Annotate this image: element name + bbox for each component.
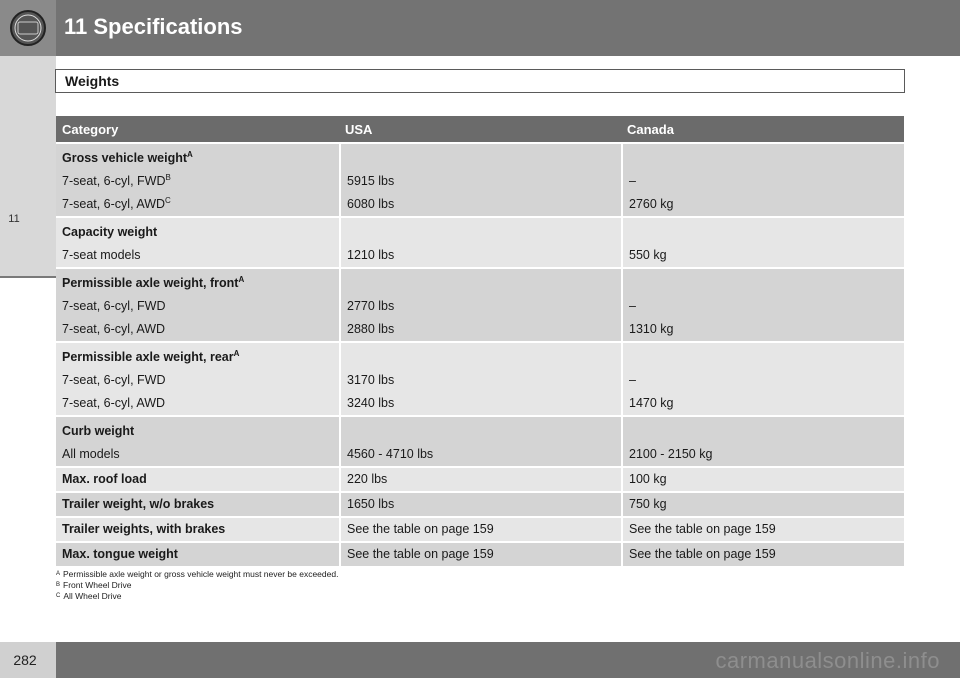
- footnote-a: $^A$ Permissible axle weight or gross vehicle weight must never be exceeded.: [56, 569, 339, 579]
- row-label: Max. tongue weight: [56, 543, 339, 566]
- row-label: 7-seat, 6-cyl, FWD: [62, 373, 166, 387]
- row-label: 7-seat, 6-cyl, FWD: [62, 299, 166, 313]
- table-row-capacity-weight: [56, 218, 904, 267]
- usa-value: 1210 lbs: [347, 248, 395, 262]
- table-row-axle-weight-front: [56, 269, 904, 341]
- usa-value: 6080 lbs: [347, 197, 395, 211]
- footer-main-block: [56, 642, 960, 678]
- row-label: 7-seat, 6-cyl, AWD: [62, 396, 166, 410]
- usa-value: 2770 lbs: [347, 299, 395, 313]
- usa-value: 4560 - 4710 lbs: [347, 447, 434, 461]
- page-number: 282: [13, 652, 37, 668]
- weights-table: [56, 116, 904, 566]
- row-label: Max. roof load: [56, 468, 339, 491]
- usa-value: 2880 lbs: [347, 322, 395, 336]
- footnote-ref: B: [165, 173, 171, 182]
- canada-value: 100 kg: [621, 468, 904, 491]
- group-title: Gross vehicle weight: [62, 151, 188, 165]
- canada-value: 2760 kg: [629, 197, 674, 211]
- chapter-title: 11 Specifications: [64, 14, 243, 39]
- footer-bar: [0, 642, 960, 678]
- canada-value: 750 kg: [621, 493, 904, 516]
- section-heading-box: [55, 69, 905, 93]
- group-title: Capacity weight: [62, 225, 158, 239]
- footnote-c: $^C$ All Wheel Drive: [56, 591, 122, 601]
- side-tab-number: 11: [8, 213, 20, 225]
- row-label: Trailer weights, with brakes: [56, 518, 339, 541]
- section-title: Weights: [65, 73, 120, 89]
- table-row-roof-load: [56, 468, 904, 491]
- canada-value: –: [629, 174, 636, 188]
- table-row-curb-weight: [56, 417, 904, 466]
- table-row-tongue-weight: [56, 543, 904, 566]
- header-canada: Canada: [627, 122, 674, 137]
- usa-value: 3240 lbs: [347, 396, 395, 410]
- header-left-block: [0, 0, 56, 56]
- group-title: Permissible axle weight, rear: [62, 350, 234, 364]
- table-header-row: [56, 116, 904, 142]
- footnote-ref: A: [238, 275, 245, 284]
- canada-value: 1310 kg: [629, 322, 674, 336]
- canada-value: 1470 kg: [629, 396, 674, 410]
- footnote-ref: A: [187, 150, 193, 159]
- footnote-b: $^B$ Front Wheel Drive: [56, 580, 132, 590]
- table-row-gross-vehicle-weight: [56, 144, 904, 216]
- row-label: 7-seat, 6-cyl, AWD: [62, 322, 166, 336]
- canada-value: 2100 - 2150 kg: [629, 447, 713, 461]
- table-row-trailer-with-brakes: [56, 518, 904, 541]
- header-category: Category: [62, 122, 119, 137]
- row-label: 7-seat, 6-cyl, AWD: [62, 197, 166, 211]
- group-title: Curb weight: [62, 424, 135, 438]
- row-label: 7-seat, 6-cyl, FWD: [62, 174, 166, 188]
- canada-value: 550 kg: [629, 248, 667, 262]
- canada-value: –: [629, 373, 636, 387]
- chapter-side-tab: [0, 56, 56, 278]
- usa-value: See the table on page 159: [339, 518, 621, 541]
- table-row-axle-weight-rear: [56, 343, 904, 415]
- watermark: carmanualsonline.info: [715, 648, 940, 673]
- footnote-ref: C: [165, 196, 171, 205]
- row-label: 7-seat models: [62, 248, 141, 262]
- chapter-badge-icon: [8, 8, 48, 48]
- table-row-trailer-no-brakes: [56, 493, 904, 516]
- header-usa: USA: [345, 122, 373, 137]
- canada-value: See the table on page 159: [621, 518, 904, 541]
- canada-value: See the table on page 159: [621, 543, 904, 566]
- usa-value: See the table on page 159: [339, 543, 621, 566]
- usa-value: 1650 lbs: [339, 493, 621, 516]
- canada-value: –: [629, 299, 636, 313]
- footer-left-block: [0, 642, 56, 678]
- group-title: Permissible axle weight, front: [62, 276, 239, 290]
- footnote-ref: A: [233, 349, 240, 358]
- usa-value: 220 lbs: [339, 468, 621, 491]
- row-label: Trailer weight, w/o brakes: [56, 493, 339, 516]
- usa-value: 5915 lbs: [347, 174, 395, 188]
- row-label: All models: [62, 447, 120, 461]
- usa-value: 3170 lbs: [347, 373, 395, 387]
